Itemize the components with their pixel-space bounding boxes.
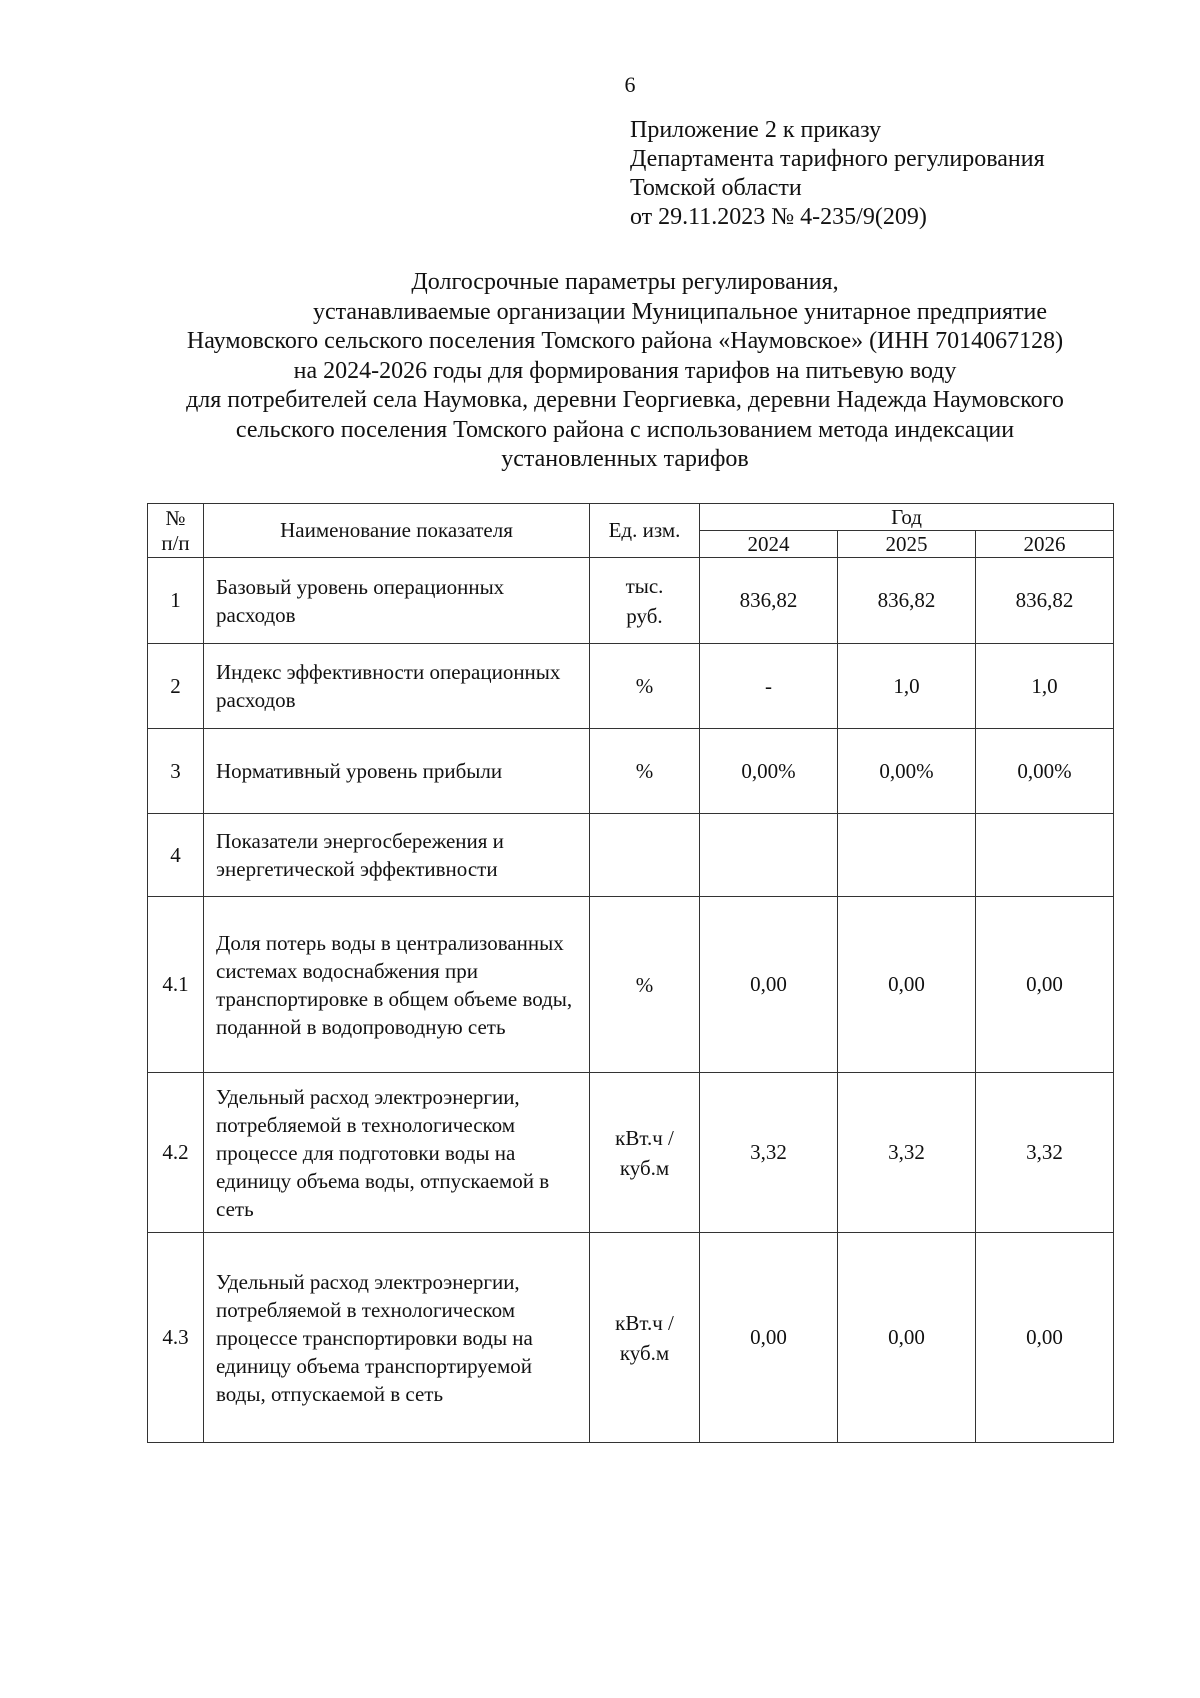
row-number: 1 [148, 558, 204, 644]
value-2025: 1,0 [838, 644, 976, 729]
header-number-line2: п/п [161, 530, 190, 555]
title-line: Долгосрочные параметры регулирования, [411, 269, 839, 295]
row-unit-line1: тыс. [625, 573, 664, 598]
row-name: Удельный расход электроэнергии, потребляемой в технологическом процессе транспортировки воды на единицу объема транспортируемой воды, отпускаемой в сеть [204, 1233, 590, 1443]
value-2024: 0,00% [700, 729, 838, 814]
value-2026: 0,00 [976, 1233, 1114, 1443]
appendix-header [630, 116, 1045, 232]
header-number-line1: № [165, 505, 186, 530]
row-number: 4.1 [148, 897, 204, 1073]
value-2026: 0,00% [976, 729, 1114, 814]
row-name: Доля потерь воды в централизованных системах водоснабжения при транспортировке в общем объеме воды, поданной в водопроводную сеть [204, 897, 590, 1073]
row-number: 4.3 [148, 1233, 204, 1443]
row-unit [590, 814, 700, 897]
table-row [148, 558, 1114, 644]
header-number [148, 504, 204, 558]
row-unit-line2: руб. [626, 603, 663, 628]
appendix-line: Департамента тарифного регулирования [630, 146, 1045, 172]
value-2025: 0,00 [838, 897, 976, 1073]
parameters-table [147, 503, 1114, 1443]
row-unit: % [590, 729, 700, 814]
value-2025 [838, 814, 976, 897]
table-row [148, 1073, 1114, 1233]
row-unit: % [590, 644, 700, 729]
title-line: для потребителей села Наумовка, деревни Георгиевка, деревни Надежда Наумовского [186, 387, 1064, 413]
row-number: 3 [148, 729, 204, 814]
value-2024: 0,00 [700, 897, 838, 1073]
value-2026: 1,0 [976, 644, 1114, 729]
table-row [148, 814, 1114, 897]
row-name: Нормативный уровень прибыли [204, 729, 590, 814]
row-unit [590, 1233, 700, 1443]
row-unit [590, 558, 700, 644]
row-unit-line1: кВт.ч / [615, 1310, 674, 1335]
row-unit-line2: куб.м [619, 1155, 670, 1180]
header-year-2026: 2026 [976, 531, 1114, 558]
value-2024: 3,32 [700, 1073, 838, 1233]
table-row [148, 644, 1114, 729]
row-unit [590, 1073, 700, 1233]
value-2024: 836,82 [700, 558, 838, 644]
appendix-line: Томской области [630, 175, 802, 201]
row-unit-line2: куб.м [619, 1340, 670, 1365]
row-name: Показатели энергосбережения и энергетической эффективности [204, 814, 590, 897]
header-year: Год [700, 504, 1114, 531]
title-line: сельского поселения Томского района с использованием метода индексации [235, 416, 1015, 443]
value-2024: 0,00 [700, 1233, 838, 1443]
row-name: Удельный расход электроэнергии, потребляемой в технологическом процессе для подготовки воды на единицу объема воды, отпускаемой в сеть [204, 1073, 590, 1233]
row-number: 2 [148, 644, 204, 729]
table-row [148, 897, 1114, 1073]
value-2025: 3,32 [838, 1073, 976, 1233]
page-number: 6 [624, 72, 636, 97]
row-name: Индекс эффективности операционных расходов [204, 644, 590, 729]
header-unit: Ед. изм. [590, 504, 700, 558]
value-2025: 836,82 [838, 558, 976, 644]
value-2026: 3,32 [976, 1073, 1114, 1233]
value-2026: 0,00 [976, 897, 1114, 1073]
header-name: Наименование показателя [204, 504, 590, 558]
appendix-line: от 29.11.2023 № 4-235/9(209) [630, 204, 927, 230]
value-2026 [976, 814, 1114, 897]
document-title [130, 268, 1120, 475]
title-line: на 2024-2026 годы для формирования тарифов на питьевую воду [293, 357, 957, 384]
row-number: 4.2 [148, 1073, 204, 1233]
row-unit-line1: кВт.ч / [615, 1125, 674, 1150]
row-unit: % [590, 897, 700, 1073]
value-2024: - [700, 644, 838, 729]
value-2024 [700, 814, 838, 897]
appendix-line: Приложение 2 к приказу [630, 117, 882, 143]
title-line: установленных тарифов [501, 446, 749, 472]
table-row [148, 1233, 1114, 1443]
value-2025: 0,00% [838, 729, 976, 814]
row-name: Базовый уровень операционных расходов [204, 558, 590, 644]
value-2026: 836,82 [976, 558, 1114, 644]
row-number: 4 [148, 814, 204, 897]
title-line: устанавливаемые организации Муниципальное унитарное предприятие [312, 298, 1048, 325]
title-line: Наумовского сельского поселения Томского района «Наумовское» (ИНН 7014067128) [186, 328, 1064, 354]
value-2025: 0,00 [838, 1233, 976, 1443]
header-year-2024: 2024 [700, 531, 838, 558]
table-row [148, 729, 1114, 814]
header-year-2025: 2025 [838, 531, 976, 558]
